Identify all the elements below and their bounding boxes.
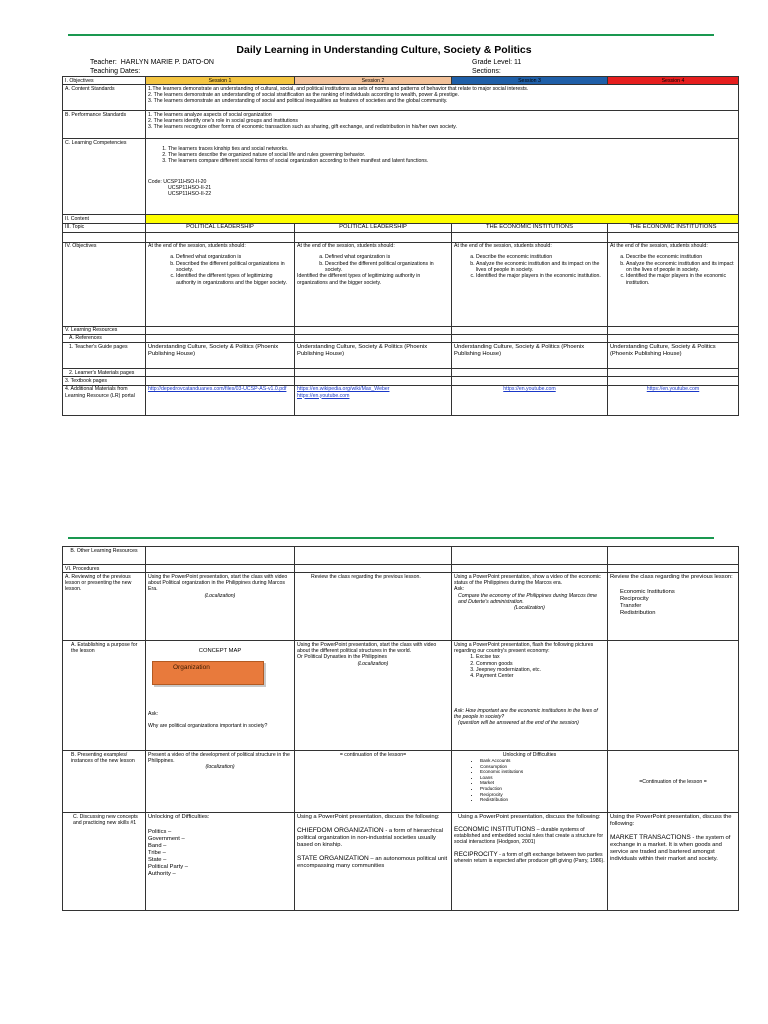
- objective-item: a. Describe the economic institution: [626, 254, 736, 260]
- teacher-line: [90, 58, 214, 67]
- term-item: State –: [148, 856, 167, 863]
- objectives-list-4: [610, 254, 736, 285]
- textbook-row: [63, 377, 739, 385]
- term-item: Political Party –: [148, 863, 188, 870]
- reviewing-session-2: [295, 573, 452, 641]
- term-state: STATE ORGANIZATION: [297, 854, 369, 862]
- topic-session-1: POLITICAL LEADERSHIP: [146, 223, 295, 232]
- vocab-list: [454, 758, 605, 803]
- competency-item: 3. The learners compare different social forms of social organization according to their manifest and latent functions.: [168, 158, 736, 164]
- vocab-item: • Economic institutions: [480, 769, 605, 775]
- term-item: Politics –: [148, 828, 172, 835]
- definition-1: [610, 834, 736, 863]
- picture-item: 1. Excise tax: [476, 654, 605, 660]
- discussing-session-4: [608, 813, 739, 911]
- content-bar: [146, 215, 739, 223]
- objective-item: a. Defined what organization is: [325, 254, 449, 260]
- performance-standards-label: B. Performance Standards: [63, 111, 146, 139]
- iv-objectives-session-2: [295, 242, 452, 326]
- presenting-session-4: =Continuation of the lesson =: [608, 751, 739, 813]
- vocab-item: • Bank Accounts: [480, 758, 605, 764]
- teacher-name: HARLYN MARIE P. DATO-ON: [120, 59, 214, 66]
- topic-session-4: THE ECONOMIC INSTITUTIONS: [608, 223, 739, 232]
- objective-item: c. Identified the different types of legitimizing authority in organizations and the bigger society.: [176, 273, 292, 286]
- session-header-row: [63, 77, 739, 85]
- grade-line: [472, 58, 521, 67]
- discussing-session-3: [452, 813, 608, 911]
- iv-objectives-session-4: [608, 242, 739, 326]
- topic-label: III. Topic: [63, 223, 146, 232]
- competencies-text: [146, 139, 739, 215]
- localization-tag: (localization): [205, 764, 235, 771]
- discuss-intro: Using a PowerPoint presentation, discuss the following:: [458, 813, 601, 820]
- topic-session-3: THE ECONOMIC INSTITUTIONS: [452, 223, 608, 232]
- content-standard-3: 3. The learners demonstrate an understanding of social and political inequalities as features of societies and the global community.: [148, 98, 448, 105]
- reviewing-text: Review the class regarding the previous lesson:: [610, 573, 733, 580]
- vocab-item: • Loans: [480, 775, 605, 781]
- purpose-session-3: [452, 641, 608, 751]
- discussing-row: [63, 813, 739, 911]
- review-topic: Redistribution: [620, 609, 656, 616]
- reviewing-text: Review the class regarding the previous lesson.: [311, 573, 421, 580]
- objective-item: a. Describe the economic institution: [476, 254, 605, 260]
- objectives-intro: At the end of the session, students should:: [297, 243, 395, 250]
- definition-1: [454, 827, 605, 846]
- def-economic-institutions: – durable systems of established and embedded social rules that create a structure for social interactions (Hodgson, 2001): [454, 826, 604, 846]
- vocab-item: • Reciprocity: [480, 792, 605, 798]
- additional-materials-row: [63, 385, 739, 415]
- presenting-session-1: [146, 751, 295, 813]
- term-item: Tribe –: [148, 849, 166, 856]
- additional-link-session-4: [608, 385, 739, 415]
- reviewing-text: Using the PowerPoint presentation, start the class with video about Political organization in the Philippines during Marcos Era.: [148, 573, 288, 593]
- objective-item: a. Defined what organization is: [176, 254, 292, 260]
- discussing-session-1: [146, 813, 295, 911]
- tg-book-session-1: Understanding Culture, Society & Politics (Phoenix Publishing House): [146, 343, 295, 369]
- definition-2: [297, 855, 449, 870]
- review-topic: Transfer: [620, 602, 642, 609]
- vocab-item: • Consumption: [480, 764, 605, 770]
- review-topics: [610, 589, 736, 617]
- sections-label: Sections:: [472, 68, 501, 75]
- iv-objectives-label: IV. Objectives: [63, 242, 146, 326]
- unlocking-title: Unlocking of Difficulties:: [148, 813, 210, 820]
- performance-standard-1: 1. The learners analyze aspects of social organization: [148, 111, 272, 118]
- vocab-item: • Market: [480, 780, 605, 786]
- term-economic-institutions: ECONOMIC INSTITUTIONS: [454, 825, 536, 833]
- youtube-link[interactable]: https://en.youtube.com: [646, 386, 700, 393]
- ask-question: Why are political organizations important in society?: [148, 723, 268, 730]
- additional-link-session-2: [295, 385, 452, 415]
- tg-book-session-3: Understanding Culture, Society & Politics (Phoenix Publishing House): [452, 343, 608, 369]
- purpose-session-2: [295, 641, 452, 751]
- pictures-list: [454, 654, 605, 679]
- objective-item: b. Analyze the economic institution and its impact on the lives of people in society.: [476, 261, 605, 274]
- tg-book-session-2: Understanding Culture, Society & Politics (Phoenix Publishing House): [295, 343, 452, 369]
- ask-note: (question will be answered at the end of the session): [458, 720, 579, 727]
- picture-item: 3. Jeepney modernization, etc.: [476, 667, 605, 673]
- definition-2: [454, 852, 605, 865]
- content-label: II. Content: [63, 215, 146, 223]
- additional-link-session-3: [452, 385, 608, 415]
- reviewing-label: A. Reviewing of the previous lesson or presenting the new lesson.: [63, 573, 146, 641]
- localization-tag: (Localization): [357, 660, 389, 667]
- performance-standards-row: [63, 111, 739, 139]
- other-resources-label: B. Other Learning Resources: [63, 547, 146, 565]
- definition-1: [297, 827, 449, 849]
- objective-item: b. Described the different political organizations in society.: [325, 261, 449, 274]
- objectives-intro: At the end of the session, students should:: [148, 243, 246, 250]
- def-market-transactions: - the system of exchange in a market. It is when goods and service are traded and bartered amongst individuals within their market and society.: [610, 834, 731, 862]
- presenting-session-3: [452, 751, 608, 813]
- content-row: [63, 215, 739, 223]
- discussing-session-2: [295, 813, 452, 911]
- objectives-list-3: [454, 254, 605, 279]
- objective-item: c. Identified the major players in the economic institution.: [476, 273, 605, 279]
- content-standards-text: [146, 85, 739, 111]
- term-market-transactions: MARKET TRANSACTIONS: [610, 833, 691, 841]
- unlocking-title: Unlocking of Difficulties: [502, 751, 557, 758]
- learners-materials-label: 2. Learner's Materials pages: [63, 369, 146, 377]
- textbook-label: 3. Textbook pages: [63, 377, 146, 385]
- objective-extra: Identified the different types of legitimizing authority in organizations and the bigger society.: [297, 273, 421, 286]
- session-1-header: Session 1: [146, 77, 295, 85]
- reviewing-session-3: [452, 573, 608, 641]
- vocab-item: • Redistribution: [480, 797, 605, 803]
- lr-portal-link[interactable]: http://depedrovcatanduanes.com/files/03-UCSP-AS-v1.0.pdf: [148, 386, 287, 393]
- objective-item: c. Identified the major players in the economic institution.: [626, 273, 736, 286]
- iv-objectives-session-3: [452, 242, 608, 326]
- reviewing-session-1: [146, 573, 295, 641]
- top-rule-page2: [68, 537, 714, 539]
- competencies-row: [63, 139, 739, 215]
- references-row: [63, 334, 739, 342]
- content-standard-1: 1.The learners demonstrate an understanding of cultural, social, and political institutions as sets of norms and patterns of behavior that relate to major social interests.: [148, 85, 529, 92]
- code-label: Code:: [148, 178, 162, 185]
- ask-question: Compare the economy of the Philippines during Marcos time and Duterte's administration.: [458, 592, 597, 605]
- topic-row: [63, 223, 739, 232]
- iv-objectives-session-1: [146, 242, 295, 326]
- wikipedia-link[interactable]: https://en.wikipedia.org/wiki/Max_Weber: [297, 386, 390, 393]
- teaching-dates-label: Teaching Dates:: [90, 68, 141, 75]
- purpose-alt: Or Political Dynasties in the Philippines: [297, 654, 387, 661]
- session-4-header: Session 4: [608, 77, 739, 85]
- grade-value: 11: [514, 59, 522, 66]
- youtube-link[interactable]: https://en.youtube.com: [503, 386, 556, 393]
- ask-question: Ask: How important are the economic institutions in the lives of the people in society?: [454, 707, 598, 720]
- term-reciprocity: RECIPROCITY: [454, 850, 498, 858]
- other-resources-row: [63, 547, 739, 565]
- session-2-header: Session 2: [295, 77, 452, 85]
- def-state: – an autonomous political unit encompassing many communities: [297, 855, 448, 869]
- additional-link-session-1: [146, 385, 295, 415]
- dll-table-page2: [62, 546, 739, 911]
- objective-item: b. Analyze the economic institution and its impact on the lives of people in society.: [626, 261, 736, 274]
- purpose-label: A. Establishing a purpose for the lesson: [63, 641, 146, 751]
- presenting-label: B. Presenting examples/ instances of the new lesson: [63, 751, 146, 813]
- references-label: A. References: [63, 334, 146, 342]
- vocab-item: • Production: [480, 786, 605, 792]
- def-chiefdom: - a form of hierarchical political organization in non-industrial societies usually based on kinship.: [297, 827, 443, 848]
- localization-tag: (Localization): [514, 605, 545, 612]
- top-rule-page1: [68, 34, 714, 36]
- objectives-intro: At the end of the session, students should:: [454, 243, 552, 250]
- presenting-text: Present a video of the development of political structure in the Philippines.: [148, 751, 290, 765]
- objectives-label: I. Objectives: [63, 77, 146, 85]
- resources-label: V. Learning Resources: [63, 326, 146, 334]
- discuss-intro: Using a PowerPoint presentation, discuss the following:: [297, 813, 440, 820]
- code-3: UCSP11HSO-II-22: [168, 191, 212, 198]
- localization-tag: (Localization): [204, 592, 236, 599]
- discuss-intro: Using the PowerPoint presentation, discuss the following:: [610, 813, 732, 827]
- term-item: Government –: [148, 835, 185, 842]
- competencies-label: C. Learning Competencies: [63, 139, 146, 215]
- organization-box: Organization: [152, 661, 264, 685]
- review-topic: Reciprocity: [620, 595, 649, 602]
- term-item: Authority –: [148, 870, 176, 877]
- review-topic: Economic Institutions: [620, 588, 675, 595]
- competency-item: 1. The learners traces kinship ties and social networks.: [168, 146, 736, 152]
- term-item: Band –: [148, 842, 167, 849]
- objectives-list-2: [297, 254, 449, 273]
- teacher-label: Teacher:: [90, 59, 117, 66]
- presenting-row: [63, 751, 739, 813]
- presenting-session-2: = continuation of the lesson=: [295, 751, 452, 813]
- reviewing-row: [63, 573, 739, 641]
- dll-table-page1: [62, 76, 739, 416]
- purpose-text: Using the PowerPoint presentation, start the class with video about the different political structures in the world.: [297, 641, 437, 655]
- def-reciprocity: - a form of gift exchange between two parties wherein return is expected after producer gift giving (Parry, 1986).: [454, 851, 605, 864]
- additional-materials-label: 4. Additional Materials from Learning Resource (LR) portal: [63, 385, 146, 415]
- teachers-guide-row: [63, 343, 739, 369]
- grade-label: Grade Level:: [472, 59, 513, 66]
- ask-label: Ask:: [454, 586, 465, 593]
- competency-item: 2. The learners describe the organized nature of social life and rules governing behavior.: [168, 152, 736, 158]
- performance-standard-2: 2. The learners identify one's role in social groups and institutions: [148, 118, 298, 125]
- picture-item: 2. Common goods: [476, 661, 605, 667]
- performance-standard-3: 3. The learners recognize other forms of economic transaction such as sharing, gift exchange, and redistribution in his/her own society.: [148, 124, 457, 131]
- code-2: UCSP11HSO-II-21: [168, 184, 212, 191]
- document-title: Daily Learning in Understanding Culture, Society & Politics: [236, 44, 532, 56]
- teachers-guide-label: 1. Teacher's Guide pages: [63, 343, 146, 369]
- concept-map-title: CONCEPT MAP: [198, 647, 242, 654]
- session-3-header: Session 3: [452, 77, 608, 85]
- tg-book-session-4: Understanding Culture, Society & Politics (Phoenix Publishing House): [608, 343, 739, 369]
- objective-item: b. Described the different political organizations in society.: [176, 261, 292, 274]
- reviewing-session-4: [608, 573, 739, 641]
- spacer-row: [63, 232, 739, 242]
- purpose-text: Using a PowerPoint presentation, flash the following pictures regarding our country's present economy:: [454, 641, 594, 655]
- picture-item: 4. Payment Center: [476, 673, 605, 679]
- procedures-row: [63, 565, 739, 573]
- term-chiefdom: CHIEFDOM ORGANIZATION: [297, 826, 384, 834]
- code-1: UCSP11HSO-II-20: [163, 178, 207, 185]
- objectives-list-1: [148, 254, 292, 285]
- iv-objectives-row: [63, 242, 739, 326]
- purpose-session-1: [146, 641, 295, 751]
- objectives-intro: At the end of the session, students should:: [610, 243, 708, 250]
- content-standards-label: A. Content Standards: [63, 85, 146, 111]
- procedures-label: VI. Procedures: [63, 565, 146, 573]
- reviewing-text: Using a PowerPoint presentation, show a video of the economic status of the Philippines during the Marcos era.: [454, 573, 601, 587]
- resources-row: [63, 326, 739, 334]
- content-standard-2: 2. The learners demonstrate an understanding of social stratification as the ranking of individuals according to wealth, power & prestige.: [148, 92, 460, 99]
- content-standards-row: [63, 85, 739, 111]
- youtube-link[interactable]: https://en.youtube.com: [297, 392, 350, 399]
- performance-standards-text: [146, 111, 739, 139]
- competencies-list: [148, 146, 736, 165]
- ask-label: Ask:: [148, 710, 159, 717]
- purpose-row: [63, 641, 739, 751]
- topic-session-2: POLITICAL LEADERSHIP: [295, 223, 452, 232]
- discussing-label: C. Discussing new concepts and practicing new skills #1: [63, 813, 146, 911]
- learners-materials-row: [63, 369, 739, 377]
